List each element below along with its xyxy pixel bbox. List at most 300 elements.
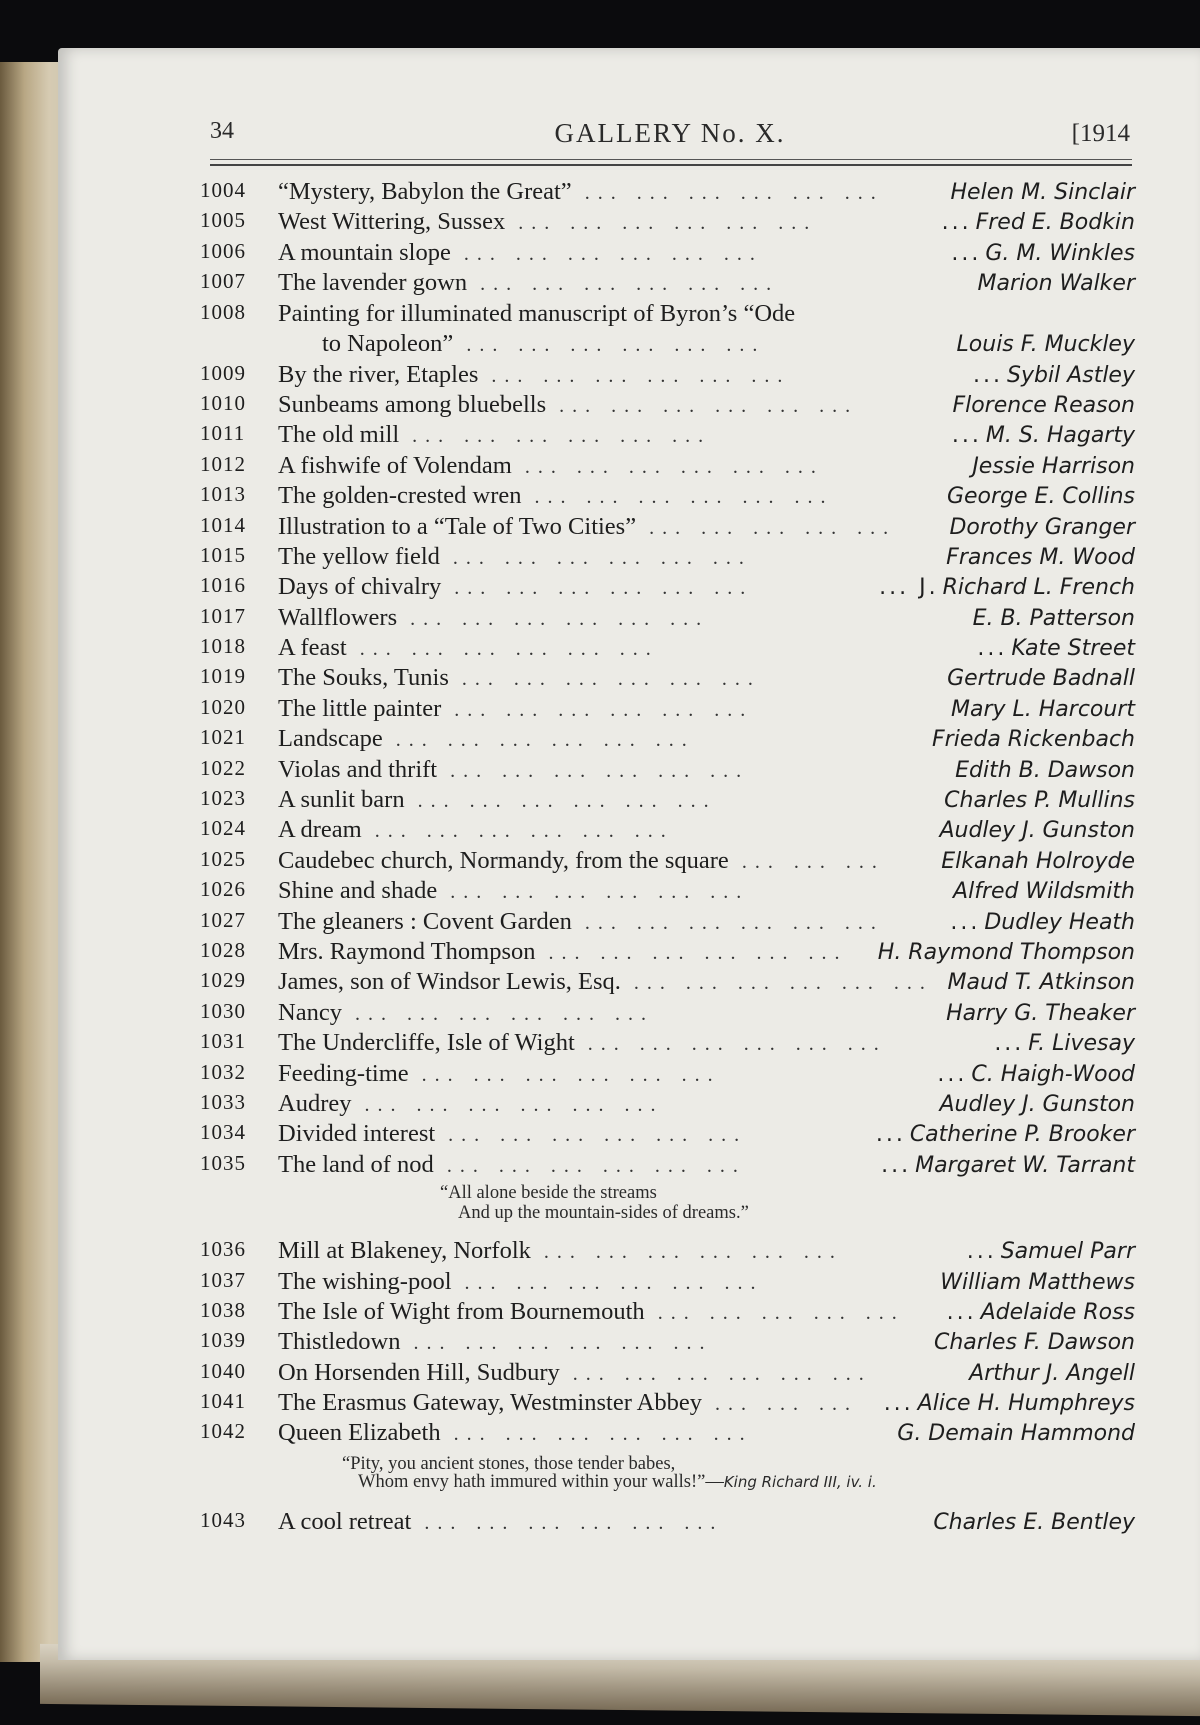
artist-name (946, 1001, 1135, 1026)
artist-name (951, 241, 1135, 266)
catalogue-entry (200, 513, 1135, 543)
verse-quote (200, 1181, 1135, 1237)
entry-title (278, 756, 749, 784)
artist-name-text: William Matthews (940, 1269, 1135, 1295)
entry-title (278, 816, 674, 844)
artist-name-text: Gertrude Badnall (947, 666, 1135, 692)
catalogue-entry (200, 1298, 1135, 1328)
artist-name-text: Margaret W. Tarrant (915, 1152, 1135, 1178)
entry-title (278, 573, 753, 601)
header-rule-thick (210, 164, 1132, 166)
leader-dots: ... ... ... ... ... (636, 516, 897, 539)
entry-title (278, 1508, 723, 1536)
artist-name-text: G. Demain Hammond (897, 1421, 1135, 1447)
artist-lead: ... (937, 1061, 968, 1087)
entry-title-text: Wallflowers (278, 603, 398, 631)
artist-lead: ... (951, 240, 982, 266)
entry-title-text: Caudebec church, Normandy, from the square (278, 846, 729, 874)
artist-name (944, 788, 1135, 813)
entry-title-text: Audrey (278, 1089, 352, 1117)
entry-title (278, 1298, 905, 1326)
leader-dots: ... ... ... ... ... ... (571, 911, 884, 934)
catalogue-entry (200, 695, 1135, 725)
catalogue-entry (200, 1090, 1135, 1120)
entry-title (278, 1359, 872, 1387)
entry-title-text: The lavender gown (278, 269, 468, 297)
artist-name-text: M. S. Hagarty (985, 423, 1135, 449)
artist-name (879, 575, 1135, 600)
entry-title (278, 239, 763, 267)
leader-dots: ... ... ... ... ... ... (467, 273, 780, 296)
entry-number: 1023 (200, 786, 246, 811)
entry-title-text: Sunbeams among bluebells (278, 390, 547, 418)
artist-name-text: Marion Walker (977, 271, 1135, 297)
leader-dots: ... ... ... ... ... ... (437, 881, 750, 904)
entry-title (278, 1419, 753, 1447)
leader-dots: ... ... ... ... ... ... (404, 790, 717, 813)
artist-name-text: Samuel Parr (1000, 1239, 1135, 1265)
entry-title-text: Mill at Blakeney, Norfolk (278, 1237, 531, 1265)
entry-title-text: The little painter (278, 694, 442, 722)
header-rule (210, 159, 1132, 160)
artist-name-text: Charles E. Bentley (933, 1509, 1135, 1535)
artist-name (952, 423, 1135, 448)
catalogue-entry (200, 1508, 1135, 1538)
entry-number: 1037 (200, 1267, 246, 1292)
verse-quote (200, 1450, 1135, 1508)
entry-number: 1042 (200, 1419, 246, 1444)
entry-title (278, 1060, 721, 1088)
artist-name-text: Sybil Astley (1007, 362, 1135, 388)
entry-title (278, 269, 779, 297)
entry-number: 1032 (200, 1059, 246, 1084)
catalogue-entry (200, 421, 1135, 451)
artist-name-text: Charles F. Dawson (933, 1330, 1135, 1356)
catalogue-entry (200, 1029, 1135, 1059)
entry-title-text: A mountain slope (278, 238, 451, 266)
entry-title-text: Landscape (278, 725, 383, 753)
catalogue-year: [1914 (1071, 120, 1130, 147)
entry-number: 1007 (200, 269, 246, 294)
entry-title-text: The land of nod (278, 1150, 434, 1178)
catalogue-entry (200, 1268, 1135, 1298)
leader-dots: ... ... ... (701, 1393, 858, 1416)
leader-dots: ... ... ... ... ... ... (574, 1033, 887, 1056)
entry-title-text: The Souks, Tunis (278, 664, 449, 692)
artist-name-text: Elkanah Holroyde (941, 848, 1135, 874)
catalogue-entry (200, 543, 1135, 573)
entry-number: 1018 (200, 634, 246, 659)
entry-title (278, 1268, 764, 1296)
entry-title-text: A sunlit barn (278, 786, 405, 814)
catalogue-entry (200, 816, 1135, 846)
artist-name-text: Frieda Rickenbach (932, 727, 1135, 753)
entry-number: 1036 (200, 1237, 246, 1262)
artist-lead: ... (966, 1239, 997, 1265)
catalogue-entry (200, 573, 1135, 603)
catalogue-entry (200, 1419, 1135, 1449)
leader-dots: ... ... ... ... ... ... (511, 455, 824, 478)
artist-name (967, 1239, 1135, 1264)
entry-title (278, 1029, 887, 1057)
artist-name-text: Helen M. Sinclair (950, 180, 1135, 205)
leader-dots: ... ... ... ... ... ... (620, 972, 933, 995)
artist-name (878, 940, 1135, 965)
leader-dots: ... ... ... ... ... ... (361, 820, 674, 843)
entry-title (278, 1120, 747, 1148)
catalogue-entry (200, 1389, 1135, 1419)
entry-title-text: Nancy (278, 998, 342, 1026)
leader-dots: ... ... ... ... ... ... (478, 364, 791, 387)
entry-title (278, 725, 695, 753)
leader-dots: ... ... ... ... ... ... (399, 425, 712, 448)
artist-name (949, 515, 1135, 540)
leader-dots: ... ... ... ... ... ... (546, 394, 859, 417)
entry-title (278, 452, 824, 480)
entry-number: 1015 (200, 542, 246, 567)
artist-name (946, 545, 1135, 570)
catalogue-entry (200, 1237, 1135, 1267)
catalogue-entry (200, 664, 1135, 694)
entry-title-text: Days of chivalry (278, 573, 442, 601)
entry-number: 1027 (200, 907, 246, 932)
entry-title-text: A cool retreat (278, 1507, 412, 1535)
gallery-title: GALLERY No. X. (554, 118, 786, 148)
entry-title-text: A fishwife of Volendam (278, 451, 512, 479)
entry-number: 1026 (200, 877, 246, 902)
entry-title (278, 877, 749, 905)
artist-name (933, 1510, 1135, 1535)
entry-title (278, 1328, 713, 1356)
entry-title-text: By the river, Etaples (278, 360, 479, 388)
artist-name (973, 363, 1135, 388)
artist-name (947, 1300, 1135, 1325)
artist-name-text: Richard L. French (942, 575, 1135, 601)
leader-dots: ... ... ... ... ... ... (411, 1511, 724, 1534)
artist-lead: ... (883, 1391, 914, 1417)
artist-lead: ... (881, 1152, 912, 1178)
entry-title (278, 361, 790, 389)
entry-title (278, 786, 717, 814)
catalogue-list (200, 178, 1135, 1538)
entry-title-text: Shine and shade (278, 877, 438, 905)
artist-name-text: E. B. Patterson (972, 605, 1135, 631)
entry-number: 1005 (200, 208, 246, 233)
entry-number: 1012 (200, 451, 246, 476)
entry-title (278, 543, 752, 571)
entry-title (278, 908, 884, 936)
leader-dots: ... ... ... ... ... ... (559, 1362, 872, 1385)
artist-name (881, 1153, 1135, 1178)
artist-name (939, 818, 1135, 843)
entry-title (278, 604, 709, 632)
entry-title (278, 391, 858, 419)
artist-name-text: Frances M. Wood (946, 544, 1135, 570)
entry-title-continued (322, 330, 765, 358)
artist-name-text: G. M. Winkles (985, 240, 1135, 266)
artist-name (940, 1270, 1135, 1295)
artist-name-text: C. Haigh-Wood (971, 1061, 1135, 1087)
artist-name (969, 1361, 1135, 1386)
artist-name (939, 1092, 1135, 1117)
leader-dots: ... ... ... ... ... (644, 1301, 905, 1324)
entry-number: 1041 (200, 1389, 246, 1414)
entry-title-text: Mrs. Raymond Thompson (278, 937, 536, 965)
catalogue-entry (200, 968, 1135, 998)
leader-dots: ... ... ... ... ... ... (451, 1271, 764, 1294)
entry-title-text: The Isle of Wight from Bournemouth (278, 1297, 645, 1325)
entry-title (278, 421, 711, 449)
catalogue-entry (200, 604, 1135, 634)
entry-number: 1009 (200, 360, 246, 385)
entry-number: 1014 (200, 512, 246, 537)
entry-title-text: The gleaners : Covent Garden (278, 907, 572, 935)
entry-title-text: to Napoleon” (322, 329, 454, 357)
entry-number: 1016 (200, 573, 246, 598)
artist-name (876, 1122, 1135, 1147)
entry-number: 1021 (200, 725, 246, 750)
artist-name-text: Charles P. Mullins (944, 788, 1135, 814)
catalogue-entry (200, 1328, 1135, 1358)
entry-title (278, 208, 817, 236)
entry-number: 1008 (200, 299, 246, 324)
entry-number: 1010 (200, 390, 246, 415)
entry-title-text: Queen Elizabeth (278, 1419, 441, 1447)
entry-title (278, 1151, 746, 1179)
catalogue-entry (200, 725, 1135, 755)
artist-lead: ... (973, 362, 1004, 388)
artist-name-text: Harry G. Theaker (946, 1000, 1135, 1026)
entry-title-text: West Wittering, Sussex (278, 208, 506, 236)
entry-title (278, 634, 659, 662)
quote-line: “Pity, you ancient stones, those tender babes, (342, 1453, 676, 1474)
entry-title-text: A dream (278, 816, 362, 844)
leader-dots: ... ... ... ... ... ... (439, 546, 752, 569)
artist-lead: ... (994, 1031, 1025, 1057)
entry-number: 1004 (200, 178, 246, 202)
artist-name (947, 666, 1135, 691)
entry-number: 1040 (200, 1358, 246, 1383)
artist-name-text: Mary L. Harcourt (950, 696, 1135, 722)
entry-number: 1031 (200, 1029, 246, 1054)
entry-title-text: James, son of Windsor Lewis, Esq. (278, 968, 621, 996)
entry-title-text: The wishing-pool (278, 1267, 452, 1295)
entry-title-text: The old mill (278, 421, 400, 449)
entry-title (278, 513, 896, 541)
artist-name-text: F. Livesay (1028, 1031, 1135, 1057)
artist-name-text: Jessie Harrison (972, 453, 1135, 479)
quote-text: Whom envy hath immured within your walls!”— (358, 1471, 724, 1492)
leader-dots: ... ... ... ... ... ... (437, 759, 750, 782)
artist-name (934, 1330, 1135, 1355)
catalogue-entry (200, 877, 1135, 907)
entry-title (278, 999, 654, 1027)
entry-title-text: Violas and thrift (278, 755, 438, 783)
entry-number: 1011 (200, 421, 246, 446)
artist-name (952, 393, 1135, 418)
artist-name (947, 970, 1135, 995)
catalogue-entry (200, 1151, 1135, 1181)
entry-title-text: “Mystery, Babylon the Great” (278, 178, 572, 205)
artist-name (947, 484, 1135, 509)
artist-name-text: Audley J. Gunston (939, 818, 1135, 844)
artist-name (955, 758, 1135, 783)
entry-number: 1006 (200, 238, 246, 263)
entry-title (278, 1090, 663, 1118)
leader-dots: ... ... ... ... ... ... (450, 242, 763, 265)
artist-lead: ... (951, 423, 982, 449)
catalogue-entry (200, 178, 1135, 208)
quote-line: And up the mountain-sides of dreams.” (458, 1203, 749, 1224)
entry-number: 1033 (200, 1089, 246, 1114)
entry-number: 1039 (200, 1328, 246, 1353)
leader-dots: ... ... ... ... ... ... (435, 1124, 748, 1147)
artist-name (932, 727, 1135, 752)
artist-name-text: Catherine P. Brooker (909, 1122, 1135, 1148)
catalogue-entry (200, 482, 1135, 512)
entry-title-text: The golden-crested wren (278, 482, 522, 510)
artist-lead: ... (941, 210, 972, 236)
catalogue-entry (200, 300, 1135, 361)
entry-number: 1024 (200, 816, 246, 841)
leader-dots: ... ... ... ... ... ... (341, 1002, 654, 1025)
artist-name (994, 1031, 1135, 1056)
leader-dots: ... ... ... ... ... ... (441, 577, 754, 600)
artist-name (953, 879, 1135, 904)
leader-dots: ... ... ... ... ... ... (408, 1063, 721, 1086)
entry-title (278, 847, 885, 875)
leader-dots: ... ... ... ... ... ... (433, 1154, 746, 1177)
entry-group (200, 1237, 1135, 1450)
artist-name (951, 180, 1136, 205)
artist-name-text: Florence Reason (952, 392, 1135, 418)
catalogue-entry (200, 634, 1135, 664)
catalogue-entry (200, 847, 1135, 877)
entry-title-text: Thistledown (278, 1328, 401, 1356)
artist-name (941, 849, 1135, 874)
artist-name (977, 636, 1135, 661)
entry-number: 1029 (200, 968, 246, 993)
entry-number: 1017 (200, 603, 246, 628)
catalogue-entry (200, 361, 1135, 391)
entry-title (278, 695, 753, 723)
leader-dots: ... ... ... ... ... ... (521, 486, 834, 509)
catalogue-entry (200, 1120, 1135, 1150)
leader-dots: ... ... ... ... ... ... (453, 333, 766, 356)
leader-dots: ... ... ... ... ... ... (448, 668, 761, 691)
artist-name-text: Kate Street (1011, 636, 1135, 662)
leader-dots: ... ... ... (728, 850, 885, 873)
catalogue-entry (200, 239, 1135, 269)
entry-number: 1038 (200, 1297, 246, 1322)
artist-name-text: Edith B. Dawson (955, 757, 1135, 783)
artist-name-text: Alfred Wildsmith (953, 879, 1135, 905)
artist-name-text: Dudley Heath (984, 909, 1135, 935)
catalogue-entry (200, 452, 1135, 482)
artist-name-text: Alice H. Humphreys (917, 1391, 1135, 1417)
artist-name (897, 1421, 1135, 1446)
artist-name (937, 1062, 1135, 1087)
leader-dots: ... ... ... ... ... ... (382, 729, 695, 752)
catalogue-entry (200, 908, 1135, 938)
entry-title (278, 300, 795, 328)
quote-line: “All alone beside the streams (440, 1183, 657, 1204)
entry-number: 1043 (200, 1507, 246, 1532)
catalogue-entry (200, 999, 1135, 1029)
artist-name-text: Dorothy Granger (949, 514, 1135, 540)
artist-name (973, 606, 1135, 631)
page-header (210, 118, 1130, 154)
artist-name (884, 1391, 1135, 1416)
artist-name-text: H. Raymond Thompson (877, 939, 1135, 965)
leader-dots: ... ... ... ... ... ... (571, 182, 884, 204)
entry-title-text: The Undercliffe, Isle of Wight (278, 1029, 575, 1057)
leader-dots: ... ... ... ... ... ... (440, 1423, 753, 1446)
entry-number: 1025 (200, 846, 246, 871)
entry-title-text: On Horsenden Hill, Sudbury (278, 1358, 560, 1386)
artist-lead: ... (977, 636, 1008, 662)
artist-lead: ... (946, 1299, 977, 1325)
artist-name-text: Louis F. Muckley (956, 331, 1135, 357)
quote-citation: King Richard III, iv. i. (723, 1472, 877, 1491)
entry-title (278, 938, 848, 966)
catalogue-entry (200, 1359, 1135, 1389)
entry-title (278, 968, 933, 996)
catalogue-entry (200, 938, 1135, 968)
leader-dots: ... ... ... ... ... ... (535, 941, 848, 964)
catalogue-entry (200, 391, 1135, 421)
artist-name (951, 697, 1135, 722)
catalogue-entry (200, 786, 1135, 816)
artist-name-text: Adelaide Ross (980, 1299, 1135, 1325)
entry-title-text: The Erasmus Gateway, Westminster Abbey (278, 1389, 702, 1417)
leader-dots: ... ... ... ... ... ... (346, 638, 659, 661)
artist-name-text: George E. Collins (946, 484, 1135, 510)
entry-title-text: The yellow field (278, 542, 440, 570)
leader-dots: ... ... ... ... ... ... (505, 212, 818, 235)
entry-title (278, 1389, 858, 1417)
leader-dots: ... ... ... ... ... ... (400, 1332, 713, 1355)
entry-number: 1019 (200, 664, 246, 689)
artist-name-text: Arthur J. Angell (969, 1360, 1135, 1386)
leader-dots: ... ... ... ... ... ... (441, 698, 754, 721)
page-number: 34 (210, 118, 234, 144)
leader-dots: ... ... ... ... ... ... (351, 1093, 664, 1116)
entry-title (278, 1237, 843, 1265)
entry-number: 1028 (200, 937, 246, 962)
artist-lead: ... J. (879, 575, 939, 601)
entry-number: 1034 (200, 1120, 246, 1145)
entry-title (278, 664, 761, 692)
entry-number: 1035 (200, 1150, 246, 1175)
artist-name (950, 910, 1135, 935)
artist-name-text: Fred E. Bodkin (975, 210, 1135, 236)
entry-title-text: A feast (278, 634, 347, 662)
entry-title-text: Divided interest (278, 1120, 436, 1148)
artist-lead: ... (875, 1122, 906, 1148)
entry-group (200, 178, 1135, 1181)
quote-line (358, 1472, 877, 1493)
catalogue-entry (200, 1060, 1135, 1090)
entry-number: 1022 (200, 755, 246, 780)
artist-name-text: Audley J. Gunston (939, 1091, 1135, 1117)
catalogue-entry (200, 269, 1135, 299)
catalogue-entry (200, 208, 1135, 238)
artist-name (972, 454, 1135, 479)
entry-number: 1013 (200, 482, 246, 507)
entry-title (278, 178, 884, 206)
catalogue-entry (200, 756, 1135, 786)
